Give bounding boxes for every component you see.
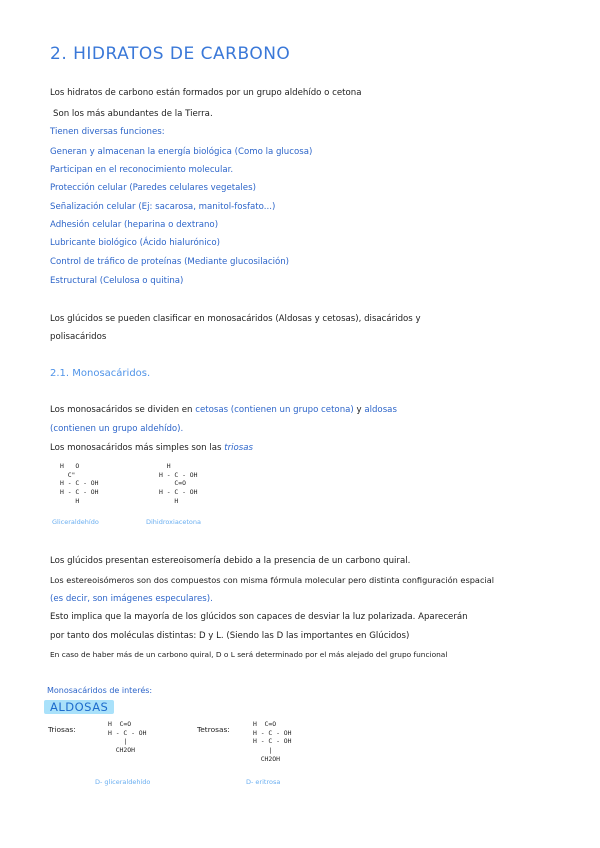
function-item: Adhesión celular (heparina o dextrano) xyxy=(50,220,219,230)
section-heading: 2.1. Monosacáridos. xyxy=(50,368,151,379)
mono-line-3-a: Los monosacáridos más simples son las xyxy=(50,443,222,453)
triosas-label: Triosas: xyxy=(48,725,76,734)
interest-heading: Monosacáridos de interés: xyxy=(47,686,153,695)
stereo-line: Los glúcidos presentan estereoisomería debido a la presencia de un carbono quiral. xyxy=(50,556,411,566)
intro-line-2: Son los más abundantes de la Tierra. xyxy=(53,109,213,119)
function-item: Control de tráfico de proteínas (Mediante glucosilación) xyxy=(50,257,290,267)
molecule-d-gliceraldehido-label: D- gliceraldehído xyxy=(95,778,151,786)
page-title: 2. HIDRATOS DE CARBONO xyxy=(50,44,291,64)
molecule-gliceraldehido: H O C" H - C - OH H - C - OH H xyxy=(60,462,99,505)
stereo-line: Los estereoisómeros son dos compuestos con misma fórmula molecular pero distinta configuración espacial xyxy=(50,575,495,585)
function-item: Lubricante biológico (Ácido hialurónico) xyxy=(50,238,220,248)
classification-line-1: Los glúcidos se pueden clasificar en monosacáridos (Aldosas y cetosas), disacáridos y xyxy=(50,314,421,324)
molecule-d-eritrosa: H C=O H - C - OH H - C - OH | CH2OH xyxy=(253,720,292,763)
mono-line-3-b: triosas xyxy=(224,443,253,453)
stereo-line: Esto implica que la mayoría de los glúcidos son capaces de desviar la luz polarizada. Aparecerán xyxy=(50,612,468,622)
mono-line-1-b: cetosas (contienen un grupo cetona) xyxy=(195,405,354,415)
stereo-line: por tanto dos moléculas distintas: D y L. (Siendo las D las importantes en Glúcidos) xyxy=(50,631,410,641)
functions-heading: Tienen diversas funciones: xyxy=(50,127,165,137)
stereo-line: En caso de haber más de un carbono quiral, D o L será determinado por el más alejado del grupo funcional xyxy=(50,650,448,659)
intro-line-1: Los hidratos de carbono están formados por un grupo aldehído o cetona xyxy=(50,88,362,98)
mono-line-1-d: aldosas xyxy=(364,405,397,415)
mono-line-1-c: y xyxy=(356,405,362,415)
function-item: Protección celular (Paredes celulares vegetales) xyxy=(50,183,256,193)
function-item: Señalización celular (Ej: sacarosa, manitol-fosfato...) xyxy=(50,202,276,212)
mono-line-1-a: Los monosacáridos se dividen en xyxy=(50,405,193,415)
mono-line-3 xyxy=(50,443,253,453)
stereo-line: (es decir, son imágenes especulares). xyxy=(50,594,213,604)
function-item: Estructural (Celulosa o quitina) xyxy=(50,276,184,286)
molecule-dihidroxiacetona-label: Dihidroxiacetona xyxy=(146,518,202,526)
molecule-dihidroxiacetona: H H - C - OH C=O H - C - OH H xyxy=(159,462,198,505)
mono-line-1 xyxy=(50,405,397,415)
function-item: Participan en el reconocimiento molecular. xyxy=(50,165,234,175)
tetrosas-label: Tetrosas: xyxy=(197,725,230,734)
mono-line-2: (contienen un grupo aldehído). xyxy=(50,424,184,434)
molecule-d-gliceraldehido: H C=O H - C - OH | CH2OH xyxy=(108,720,147,755)
function-item: Generan y almacenan la energía biológica (Como la glucosa) xyxy=(50,147,313,157)
molecule-gliceraldehido-label: Gliceraldehído xyxy=(52,518,99,526)
aldosas-highlight: ALDOSAS xyxy=(44,700,114,714)
classification-line-2: polisacáridos xyxy=(50,332,107,342)
molecule-d-eritrosa-label: D- eritrosa xyxy=(246,778,281,786)
